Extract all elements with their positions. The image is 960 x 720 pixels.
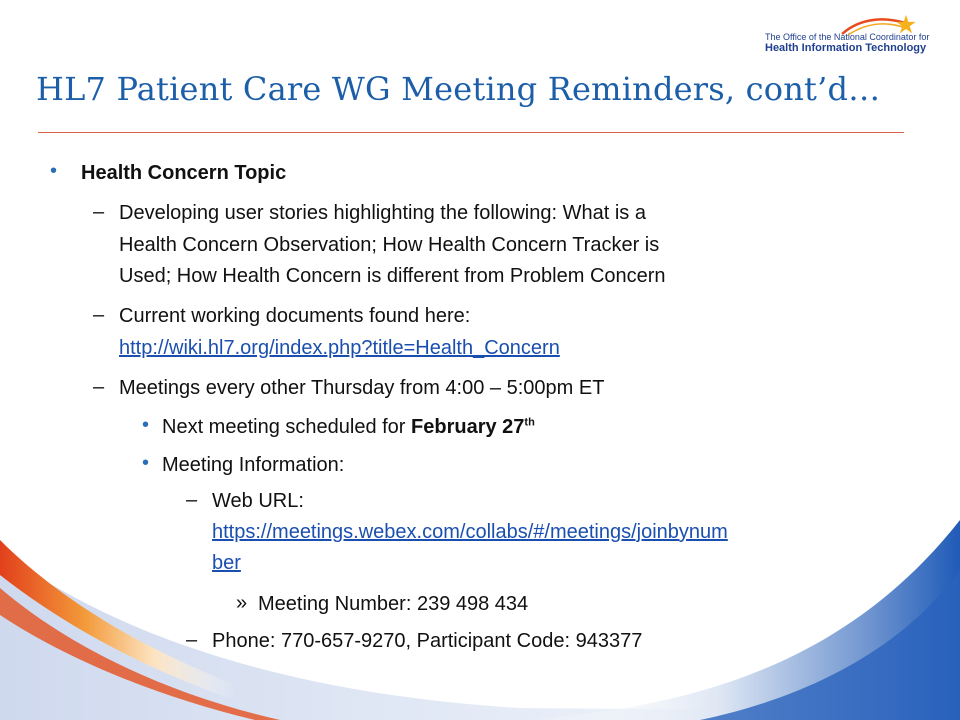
dash-icon: – <box>93 304 105 326</box>
item1-line2: Health Concern Observation; How Health Concern Tracker is <box>119 234 660 256</box>
bullet-icon: • <box>50 160 58 182</box>
meeting-number: Meeting Number: 239 498 434 <box>258 593 529 615</box>
next-meeting-prefix: Next meeting scheduled for <box>162 416 406 438</box>
item3-line: Meetings every other Thursday from 4:00 – 5:00pm ET <box>119 377 605 399</box>
next-meeting-line <box>162 415 535 439</box>
meeting-info-label: Meeting Information: <box>162 454 345 476</box>
item1-line1: Developing user stories highlighting the following: What is a <box>119 202 646 224</box>
next-meeting-date: February 27 <box>411 416 525 438</box>
dash-icon: – <box>186 489 198 511</box>
health-concern-wiki-link[interactable]: http://wiki.hl7.org/index.php?title=Health_Concern <box>119 337 560 359</box>
chevron-icon: » <box>236 592 248 614</box>
logo-line-1: The Office of the National Coordinator for <box>765 32 930 42</box>
web-url-label: Web URL: <box>212 490 304 512</box>
dash-icon: – <box>93 376 105 398</box>
phone-line: Phone: 770-657-9270, Participant Code: 943377 <box>212 630 643 652</box>
dash-icon: – <box>186 629 198 651</box>
bullet-icon: • <box>142 414 150 436</box>
dash-icon: – <box>93 201 105 223</box>
item2-line1: Current working documents found here: <box>119 305 471 327</box>
item1-line3: Used; How Health Concern is different from Problem Concern <box>119 265 666 287</box>
logo-line-2: Health Information Technology <box>765 42 927 54</box>
next-meeting-date-sup: th <box>524 416 535 429</box>
webex-link-part2[interactable]: ber <box>212 552 241 574</box>
bullet-icon: • <box>142 452 150 474</box>
topic-heading: Health Concern Topic <box>81 162 287 184</box>
webex-link-part1[interactable]: https://meetings.webex.com/collabs/#/meetings/joinbynum <box>212 521 728 543</box>
slide-title: HL7 Patient Care WG Meeting Reminders, cont’d… <box>36 70 881 108</box>
